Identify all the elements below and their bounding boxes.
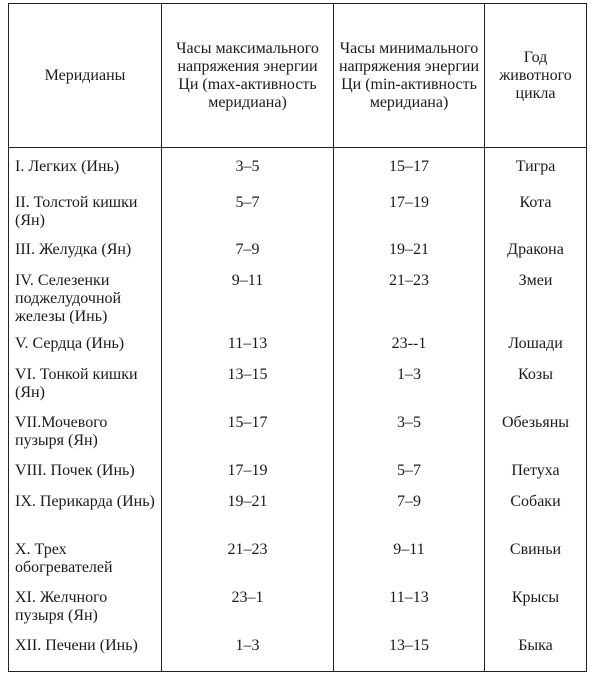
min-hours-cell: 7–9 [334,493,485,541]
max-hours-cell: 17–19 [162,462,334,493]
animal-cell: Тигра [485,148,587,195]
max-hours-cell: 11–13 [162,335,334,366]
table-row [9,637,587,672]
animal-cell: Быка [485,637,587,672]
table-row [9,414,587,462]
table-row [9,541,587,589]
min-hours-cell: 9–11 [334,541,485,589]
meridian-cell: V. Сердца (Инь) [9,335,162,366]
meridian-cell: X. Трех обогревателей [9,541,162,589]
animal-cell: Петуха [485,462,587,493]
animal-cell: Змеи [485,272,587,335]
meridian-cell: IV. Селезенки поджелудочной железы (Инь) [9,272,162,335]
meridian-cell: IX. Перикарда (Инь) [9,493,162,541]
animal-cell: Свиньи [485,541,587,589]
meridian-cell: VII.Мочевого пузыря (Ян) [9,414,162,462]
table-row [9,148,587,195]
animal-cell: Кота [485,194,587,241]
animal-cell: Козы [485,366,587,414]
max-hours-cell: 1–3 [162,637,334,672]
max-hours-cell: 5–7 [162,194,334,241]
table-row [9,589,587,637]
table-row [9,272,587,335]
min-hours-cell: 23--1 [334,335,485,366]
meridian-cell: VIII. Почек (Инь) [9,462,162,493]
header-meridians: Меридианы [9,4,162,148]
max-hours-cell: 3–5 [162,148,334,195]
meridian-cell: II. Толстой кишки (Ян) [9,194,162,241]
table-row [9,493,587,541]
meridian-cell: XI. Желчного пузыря (Ян) [9,589,162,637]
header-row [9,4,587,148]
min-hours-cell: 1–3 [334,366,485,414]
min-hours-cell: 15–17 [334,148,485,195]
table-row [9,194,587,241]
meridian-cell: VI. Тонкой кишки (Ян) [9,366,162,414]
min-hours-cell: 11–13 [334,589,485,637]
min-hours-cell: 5–7 [334,462,485,493]
table-row [9,241,587,272]
header-max-hours: Часы максимального напряжения энергии Ци (max-активность меридиана) [162,4,334,148]
max-hours-cell: 23–1 [162,589,334,637]
meridian-cell: I. Легких (Инь) [9,148,162,195]
animal-cell: Обезьяны [485,414,587,462]
animal-cell: Дракона [485,241,587,272]
max-hours-cell: 19–21 [162,493,334,541]
animal-cell: Собаки [485,493,587,541]
max-hours-cell: 7–9 [162,241,334,272]
min-hours-cell: 13–15 [334,637,485,672]
min-hours-cell: 19–21 [334,241,485,272]
max-hours-cell: 21–23 [162,541,334,589]
header-animal-year: Год животного цикла [485,4,587,148]
max-hours-cell: 9–11 [162,272,334,335]
min-hours-cell: 3–5 [334,414,485,462]
meridian-cell: XII. Печени (Инь) [9,637,162,672]
min-hours-cell: 17–19 [334,194,485,241]
max-hours-cell: 13–15 [162,366,334,414]
min-hours-cell: 21–23 [334,272,485,335]
table-row [9,462,587,493]
header-min-hours: Часы минимального напряжения энергии Ци (min-активность меридиана) [334,4,485,148]
table-row [9,366,587,414]
animal-cell: Крысы [485,589,587,637]
meridian-table [8,3,587,672]
meridian-cell: III. Желудка (Ян) [9,241,162,272]
animal-cell: Лошади [485,335,587,366]
max-hours-cell: 15–17 [162,414,334,462]
table-row [9,335,587,366]
